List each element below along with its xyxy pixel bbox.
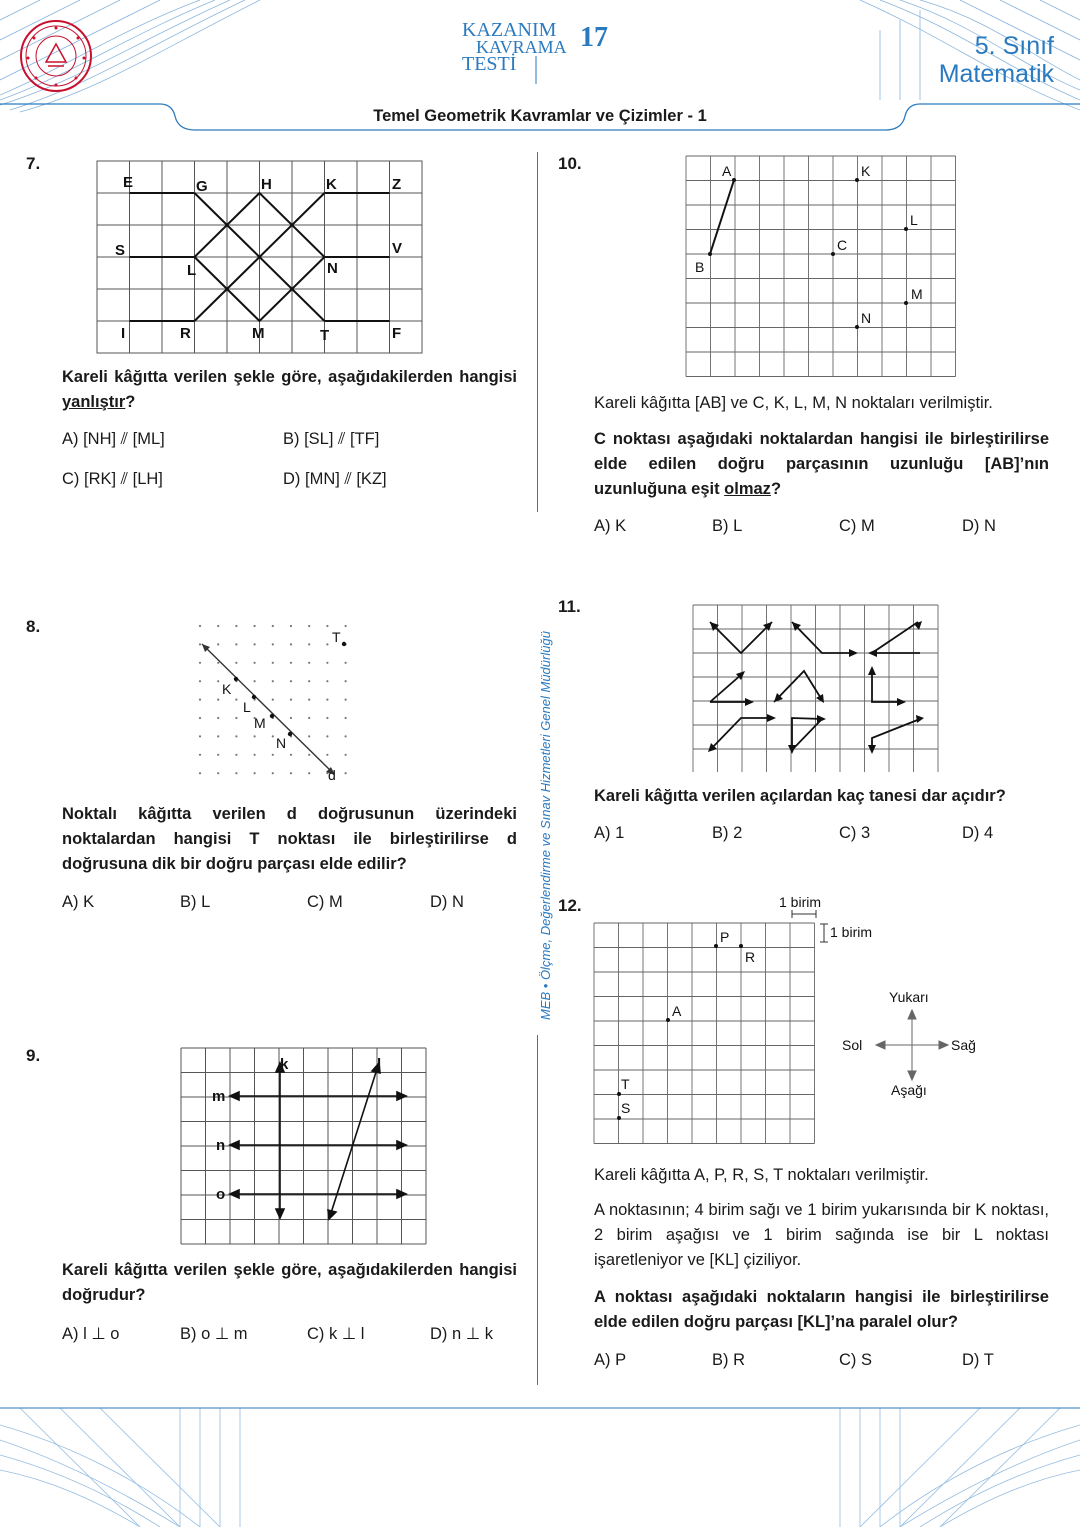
q12-option-c[interactable]: C) S — [839, 1351, 872, 1369]
grid-dot — [235, 643, 237, 645]
q10-number: 10. — [558, 154, 582, 173]
grid-dot — [308, 662, 310, 664]
q12-label-p: P — [720, 929, 730, 945]
meb-seal-icon — [18, 18, 94, 94]
q12-intro: Kareli kâğıtta A, P, R, S, T noktaları verilmiştir. — [594, 1166, 929, 1184]
footer-decoration — [0, 1400, 1080, 1527]
q10-question-pre: C noktası aşağıdaki noktalardan hangisi ile birleştirilirse elde edilen doğru parçasının uzunluğu [AB]’nın uzunluğuna eşit — [594, 430, 1049, 498]
q12-label-t: T — [621, 1076, 630, 1092]
grid-dot — [308, 699, 310, 701]
q12-option-d[interactable]: D) T — [962, 1351, 994, 1369]
grid-dot — [290, 643, 292, 645]
direction-down: Aşağı — [891, 1082, 927, 1098]
q11-question: Kareli kâğıtta verilen açılardan kaç tanesi dar açıdır? — [594, 787, 1006, 805]
q10-option-d[interactable]: D) N — [962, 517, 996, 535]
grid-dot — [254, 643, 256, 645]
grid-dot — [345, 662, 347, 664]
q10-option-c[interactable]: C) M — [839, 517, 875, 535]
grid-dot — [217, 717, 219, 719]
grid-dot — [290, 717, 292, 719]
q8-label-d: d — [328, 767, 336, 783]
grid-dot — [290, 699, 292, 701]
q7-label-v: V — [392, 240, 403, 257]
q10-label-n: N — [861, 310, 872, 326]
grid-dot — [326, 735, 328, 737]
grid-dot — [272, 662, 274, 664]
grid-dot — [326, 717, 328, 719]
grid-dot — [217, 662, 219, 664]
q7-figure — [96, 160, 424, 354]
q11-figure — [692, 604, 940, 772]
q7-label-l: L — [187, 262, 197, 279]
grid-dot — [254, 735, 256, 737]
grid-dot — [217, 735, 219, 737]
grid-dot — [217, 754, 219, 756]
q10-option-a[interactable]: A) K — [594, 517, 627, 535]
grid-dot — [326, 643, 328, 645]
q10-label-b: B — [695, 259, 705, 275]
grid-dot — [345, 625, 347, 627]
logo-line-3: TESTİ — [462, 53, 517, 75]
grid-dot — [308, 772, 310, 774]
q7-option-c[interactable]: C) [RK] ⫽ [LH] — [62, 470, 163, 488]
q7-option-d[interactable]: D) [MN] ⫽ [KZ] — [283, 470, 387, 488]
q11-option-a[interactable]: A) 1 — [594, 824, 625, 842]
grid-dot — [290, 680, 292, 682]
logo-line-1: KAZANIM — [462, 19, 557, 41]
q7-option-a[interactable]: A) [NH] ⫽ [ML] — [62, 430, 165, 448]
grid-dot — [326, 699, 328, 701]
q8-figure — [190, 620, 370, 790]
grid-dot — [290, 754, 292, 756]
grid-dot — [308, 625, 310, 627]
q10-option-b[interactable]: B) L — [712, 517, 743, 535]
q7-label-k: K — [326, 176, 337, 193]
q12-figure — [592, 890, 1012, 1146]
q10-label-m: M — [911, 286, 923, 302]
q7-label-e: E — [123, 174, 134, 191]
q11-option-c[interactable]: C) 3 — [839, 824, 871, 842]
q12-unit-horizontal: 1 birim — [779, 894, 822, 910]
grid-dot — [199, 754, 201, 756]
grid-dot — [235, 662, 237, 664]
grid-dot — [290, 625, 292, 627]
q7-label-g: G — [196, 178, 208, 195]
grid-dot — [217, 643, 219, 645]
grid-dot — [235, 754, 237, 756]
grid-dot — [235, 772, 237, 774]
grid-dot — [326, 680, 328, 682]
q9-option-b[interactable]: B) o ⊥ m — [180, 1325, 248, 1343]
q7-label-t: T — [320, 327, 330, 344]
q7-label-r: R — [180, 325, 191, 342]
column-divider-bottom — [537, 1035, 538, 1385]
grid-dot — [199, 662, 201, 664]
grid-dot — [272, 680, 274, 682]
q10-label-c: C — [837, 237, 848, 253]
q12-label-r: R — [745, 949, 756, 965]
test-number: 17 — [580, 22, 608, 53]
q9-number: 9. — [26, 1046, 41, 1065]
q9-figure — [180, 1047, 428, 1245]
grid-dot — [235, 625, 237, 627]
grid-dot — [272, 735, 274, 737]
q9-label-m: m — [212, 1088, 226, 1105]
grid-dot — [272, 699, 274, 701]
q7-question — [62, 365, 517, 415]
q7-question-pre: Kareli kâğıtta verilen şekle göre, aşağıdakilerden hangisi — [62, 368, 517, 386]
q10-intro: Kareli kâğıtta [AB] ve C, K, L, M, N noktaları verilmiştir. — [594, 394, 993, 412]
q8-label-m: M — [254, 715, 266, 731]
q10-label-l: L — [910, 212, 918, 228]
grid-dot — [326, 754, 328, 756]
grid-dot — [235, 717, 237, 719]
q7-label-h: H — [261, 176, 272, 193]
q8-option-a[interactable]: A) K — [62, 893, 95, 911]
q12-label-s: S — [621, 1100, 631, 1116]
q7-label-m: M — [252, 325, 265, 342]
q8-question: Noktalı kâğıtta verilen d doğrusunun üzerindeki noktalardan hangisi T noktası ile birleştirilirse d doğrusuna dik bir doğru parçası elde edilir? — [62, 805, 517, 873]
direction-left: Sol — [842, 1037, 863, 1053]
grid-dot — [199, 772, 201, 774]
q9-label-o: o — [216, 1186, 226, 1203]
grid-dot — [254, 680, 256, 682]
grid-dot — [345, 735, 347, 737]
q12-unit-vertical: 1 birim — [830, 924, 873, 940]
grid-dot — [199, 625, 201, 627]
q10-label-a: A — [722, 163, 732, 179]
grid-dot — [308, 717, 310, 719]
grid-dot — [290, 662, 292, 664]
q7-number: 7. — [26, 154, 41, 173]
grid-dot — [217, 680, 219, 682]
grid-dot — [272, 643, 274, 645]
grid-dot — [345, 754, 347, 756]
q12-body: A noktasının; 4 birim sağı ve 1 birim yukarısında bir K noktası, 2 birim aşağısı ve 1 birim sağında ise bir L noktası işaretleniyor ve [KL] çiziliyor. — [594, 1201, 1049, 1269]
grid-dot — [272, 772, 274, 774]
q7-label-s: S — [115, 242, 126, 259]
grid-dot — [272, 754, 274, 756]
q7-label-i: I — [121, 325, 126, 342]
q7-option-b[interactable]: B) [SL] ⫽ [TF] — [283, 430, 380, 448]
q9-label-k: k — [280, 1056, 289, 1073]
grade-label: 5. Sınıf — [974, 32, 1054, 60]
topic-title: Temel Geometrik Kavramlar ve Çizimler - 1 — [373, 107, 707, 125]
grid-dot — [235, 735, 237, 737]
q9-option-c[interactable]: C) k ⊥ l — [307, 1325, 365, 1343]
direction-right: Sağ — [951, 1037, 976, 1053]
q8-label-k: K — [222, 681, 232, 697]
q8-option-d[interactable]: D) N — [430, 893, 464, 911]
direction-compass-icon — [876, 1010, 948, 1080]
grid-dot — [326, 625, 328, 627]
grid-dot — [308, 754, 310, 756]
grid-dot — [217, 772, 219, 774]
direction-up: Yukarı — [889, 989, 929, 1005]
grid-dot — [235, 699, 237, 701]
q7-label-z: Z — [392, 176, 402, 193]
q11-option-d[interactable]: D) 4 — [962, 824, 994, 842]
grid-dot — [254, 625, 256, 627]
q12-label-a: A — [672, 1003, 682, 1019]
q7-label-n: N — [327, 260, 338, 277]
grid-dot — [345, 717, 347, 719]
grid-dot — [272, 625, 274, 627]
grid-dot — [254, 662, 256, 664]
q8-number: 8. — [26, 617, 41, 636]
grid-dot — [254, 772, 256, 774]
q9-question: Kareli kâğıtta verilen şekle göre, aşağıdakilerden hangisi doğrudur? — [62, 1261, 517, 1304]
q8-label-t: T — [332, 629, 341, 645]
logo-line-2: KAVRAMA — [476, 37, 567, 57]
sidebar-credit: MEB • Ölçme, Değerlendirme ve Sınav Hizmetleri Genel Müdürlüğü — [538, 631, 553, 1020]
grid-dot — [199, 717, 201, 719]
grid-dot — [217, 699, 219, 701]
q11-number: 11. — [558, 597, 581, 616]
q9-option-d[interactable]: D) n ⊥ k — [430, 1325, 493, 1343]
q8-option-c[interactable]: C) M — [307, 893, 343, 911]
grid-dot — [308, 735, 310, 737]
q12-option-b[interactable]: B) R — [712, 1351, 745, 1369]
q8-label-n: N — [276, 735, 287, 751]
grid-dot — [326, 662, 328, 664]
test-logo — [462, 19, 567, 75]
q12-option-a[interactable]: A) P — [594, 1351, 627, 1369]
subject-label: Matematik — [938, 60, 1054, 88]
q11-option-b[interactable]: B) 2 — [712, 824, 743, 842]
column-divider-top — [537, 152, 538, 512]
q9-option-a[interactable]: A) l ⊥ o — [62, 1325, 120, 1343]
grid-dot — [345, 680, 347, 682]
q10-label-k: K — [861, 163, 871, 179]
q7-question-post: ? — [125, 393, 136, 411]
grid-dot — [290, 772, 292, 774]
q10-figure — [685, 155, 959, 379]
q9-label-n: n — [216, 1137, 226, 1154]
q8-option-b[interactable]: B) L — [180, 893, 211, 911]
q10-question-emph: olmaz — [724, 480, 771, 498]
grid-dot — [217, 625, 219, 627]
q7-question-emph: yanlıştır — [62, 393, 126, 411]
grid-dot — [199, 699, 201, 701]
grid-dot — [345, 699, 347, 701]
grid-dot — [199, 680, 201, 682]
grid-dot — [254, 754, 256, 756]
grid-dot — [308, 643, 310, 645]
q8-label-l: L — [243, 699, 251, 715]
grid-dot — [308, 680, 310, 682]
q9-label-l: l — [377, 1056, 382, 1073]
grid-dot — [345, 772, 347, 774]
grid-dot — [199, 643, 201, 645]
q7-label-f: F — [392, 325, 402, 342]
q10-question — [594, 427, 1049, 502]
grid-dot — [199, 735, 201, 737]
q10-question-post: ? — [770, 480, 782, 498]
q12-question: A noktası aşağıdaki noktaların hangisi ile birleştirilirse elde edilen doğru parçası [KL]’na paralel olur? — [594, 1288, 1049, 1331]
q12-number: 12. — [558, 896, 582, 915]
